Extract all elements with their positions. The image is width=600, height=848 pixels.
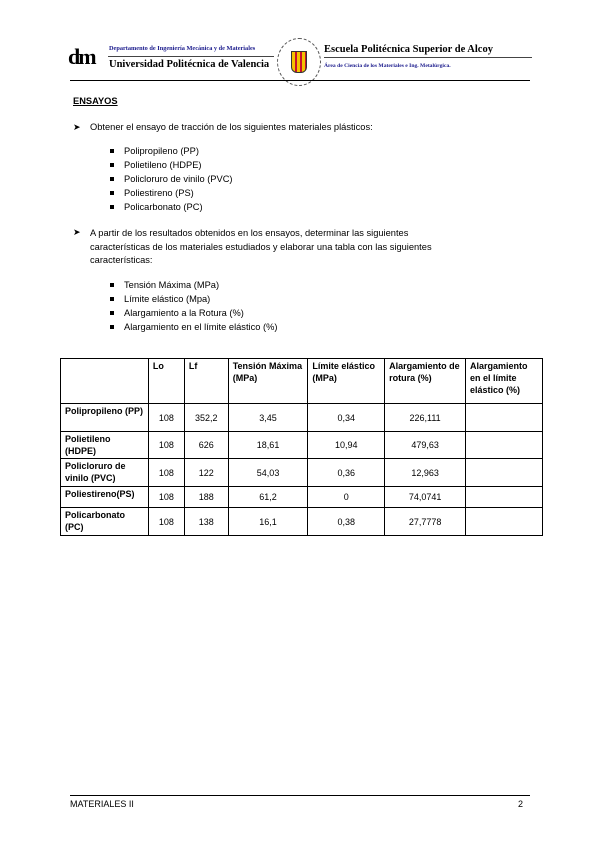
row-label: Policloruro de vinilo (PVC) bbox=[61, 459, 149, 487]
cell: 0,36 bbox=[308, 459, 385, 487]
cell: 108 bbox=[148, 459, 184, 487]
table-header-row bbox=[61, 359, 543, 404]
list-item: Policarbonato (PC) bbox=[110, 200, 233, 214]
header-divider-left bbox=[108, 56, 274, 57]
section-title: ENSAYOS bbox=[73, 96, 118, 106]
cell bbox=[466, 432, 543, 459]
cell: 108 bbox=[148, 508, 184, 536]
cell bbox=[466, 459, 543, 487]
list-item: Límite elástico (Mpa) bbox=[110, 292, 277, 306]
cell: 0,38 bbox=[308, 508, 385, 536]
university-name: Universidad Politécnica de Valencia bbox=[109, 59, 270, 70]
cell bbox=[466, 404, 543, 432]
cell: 122 bbox=[184, 459, 228, 487]
text-line: A partir de los resultados obtenidos en los ensayos, determinar las siguientes bbox=[90, 228, 409, 238]
task-1-text: Obtener el ensayo de tracción de los siguientes materiales plásticos: bbox=[90, 122, 373, 132]
cell: 0,34 bbox=[308, 404, 385, 432]
materials-list bbox=[110, 144, 233, 214]
text-line: características de los materiales estudiados y elaborar una tabla con las siguientes bbox=[90, 241, 432, 252]
arrow-bullet-icon: ➤ bbox=[73, 122, 81, 132]
header-cell: Límite elástico (MPa) bbox=[308, 359, 385, 404]
task-1 bbox=[73, 122, 533, 132]
cell: 74,0741 bbox=[385, 487, 466, 508]
cell: 108 bbox=[148, 432, 184, 459]
cell: 479,63 bbox=[385, 432, 466, 459]
row-label: Polipropileno (PP) bbox=[61, 404, 149, 432]
row-label: Policarbonato (PC) bbox=[61, 508, 149, 536]
header-rule bbox=[70, 80, 530, 81]
cell bbox=[466, 487, 543, 508]
row-label: Polietileno (HDPE) bbox=[61, 432, 149, 459]
cell: 352,2 bbox=[184, 404, 228, 432]
cell: 188 bbox=[184, 487, 228, 508]
cell: 626 bbox=[184, 432, 228, 459]
list-item: Polietileno (HDPE) bbox=[110, 158, 233, 172]
cell bbox=[466, 508, 543, 536]
cell: 54,03 bbox=[228, 459, 308, 487]
task-2-text bbox=[73, 227, 533, 268]
list-item: Policloruro de vinilo (PVC) bbox=[110, 172, 233, 186]
table-row bbox=[61, 487, 543, 508]
table-row bbox=[61, 432, 543, 459]
footer-rule bbox=[70, 795, 530, 796]
dm-logo: dm bbox=[68, 44, 95, 69]
table-row bbox=[61, 508, 543, 536]
results-table bbox=[60, 358, 543, 536]
cell: 10,94 bbox=[308, 432, 385, 459]
cell: 108 bbox=[148, 404, 184, 432]
list-item: Alargamiento a la Rotura (%) bbox=[110, 306, 277, 320]
footer-title: MATERIALES II bbox=[70, 799, 134, 809]
school-name: Escuela Politécnica Superior de Alcoy bbox=[324, 44, 493, 55]
cell: 16,1 bbox=[228, 508, 308, 536]
page-number: 2 bbox=[518, 799, 524, 809]
list-item: Polipropileno (PP) bbox=[110, 144, 233, 158]
area-name: Área de Ciencia de los Materiales e Ing. Metalúrgica. bbox=[324, 63, 451, 69]
header-divider-right bbox=[324, 57, 532, 58]
header-cell bbox=[61, 359, 149, 404]
cell: 18,61 bbox=[228, 432, 308, 459]
cell: 226,111 bbox=[385, 404, 466, 432]
header-cell: Tensión Máxima (MPa) bbox=[228, 359, 308, 404]
cell: 138 bbox=[184, 508, 228, 536]
cell: 0 bbox=[308, 487, 385, 508]
list-item: Poliestireno (PS) bbox=[110, 186, 233, 200]
header-cell: Alargamiento de rotura (%) bbox=[385, 359, 466, 404]
table-row bbox=[61, 404, 543, 432]
header-cell: Lo bbox=[148, 359, 184, 404]
list-item: Alargamiento en el límite elástico (%) bbox=[110, 320, 277, 334]
text-line: características: bbox=[90, 255, 153, 265]
row-label: Poliestireno(PS) bbox=[61, 487, 149, 508]
table-row bbox=[61, 459, 543, 487]
task-2 bbox=[73, 227, 533, 268]
list-item: Tensión Máxima (MPa) bbox=[110, 278, 277, 292]
cell: 61,2 bbox=[228, 487, 308, 508]
department-name: Departamento de Ingeniería Mecánica y de Materiales bbox=[109, 45, 256, 52]
characteristics-list bbox=[110, 278, 277, 334]
cell: 3,45 bbox=[228, 404, 308, 432]
header-cell: Lf bbox=[184, 359, 228, 404]
arrow-bullet-icon: ➤ bbox=[73, 227, 81, 237]
cell: 108 bbox=[148, 487, 184, 508]
header-cell: Alargamiento en el límite elástico (%) bbox=[466, 359, 543, 404]
cell: 12,963 bbox=[385, 459, 466, 487]
university-seal bbox=[277, 38, 321, 86]
cell: 27,7778 bbox=[385, 508, 466, 536]
